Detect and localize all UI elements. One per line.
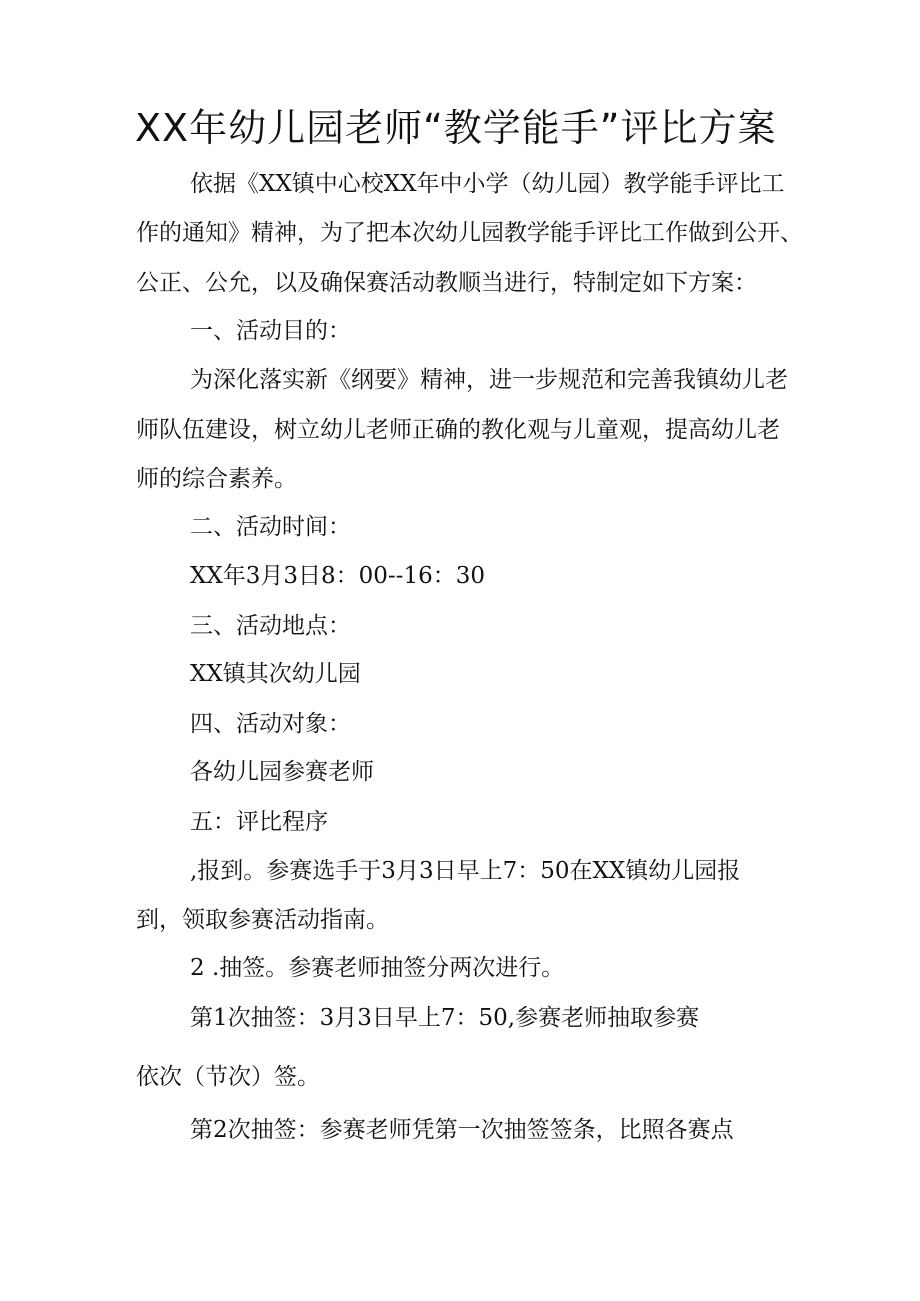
body-line: 第2次抽签：参赛老师凭第一次抽签签条，比照各赛点 [190, 1117, 734, 1143]
body-line: 师的综合素养。 [136, 466, 297, 492]
section-heading: 五：评比程序 [190, 809, 328, 835]
body-line: ,报到。参赛选手于3月3日早上7：50在XX镇幼儿园报 [190, 858, 741, 884]
section-heading: 二、活动时间： [190, 514, 351, 540]
section-heading: 一、活动目的： [190, 318, 351, 344]
section-heading: 四、活动对象： [190, 711, 351, 737]
body-line: 公正、公允，以及确保赛活动教顺当进行，特制定如下方案： [136, 270, 757, 296]
body-line: 第1次抽签：3月3日早上7：50,参赛老师抽取参赛 [190, 1005, 700, 1031]
body-line: 各幼儿园参赛老师 [190, 759, 374, 785]
body-line: 为深化落实新《纲要》精神，进一步规范和完善我镇幼儿老 [190, 367, 788, 393]
body-line: 依次（节次）签。 [136, 1064, 320, 1090]
body-line: XX年3月3日8：00--16：30 [190, 563, 485, 589]
body-line: XX镇其次幼儿园 [190, 661, 361, 687]
section-heading: 三、活动地点： [190, 613, 351, 639]
body-line: 到，领取参赛活动指南。 [136, 907, 389, 933]
body-line: 师队伍建设，树立幼儿老师正确的教化观与儿童观，提高幼儿老 [136, 417, 780, 443]
document-title: XX年幼儿园老师“教学能手”评比方案 [135, 106, 777, 150]
body-line: 作的通知》精神，为了把本次幼儿园教学能手评比工作做到公开、 [136, 220, 803, 246]
body-line: 依据《XX镇中心校XX年中小学（幼儿园）教学能手评比工 [190, 171, 785, 197]
body-line: 2 .抽签。参赛老师抽签分两次进行。 [190, 955, 565, 981]
